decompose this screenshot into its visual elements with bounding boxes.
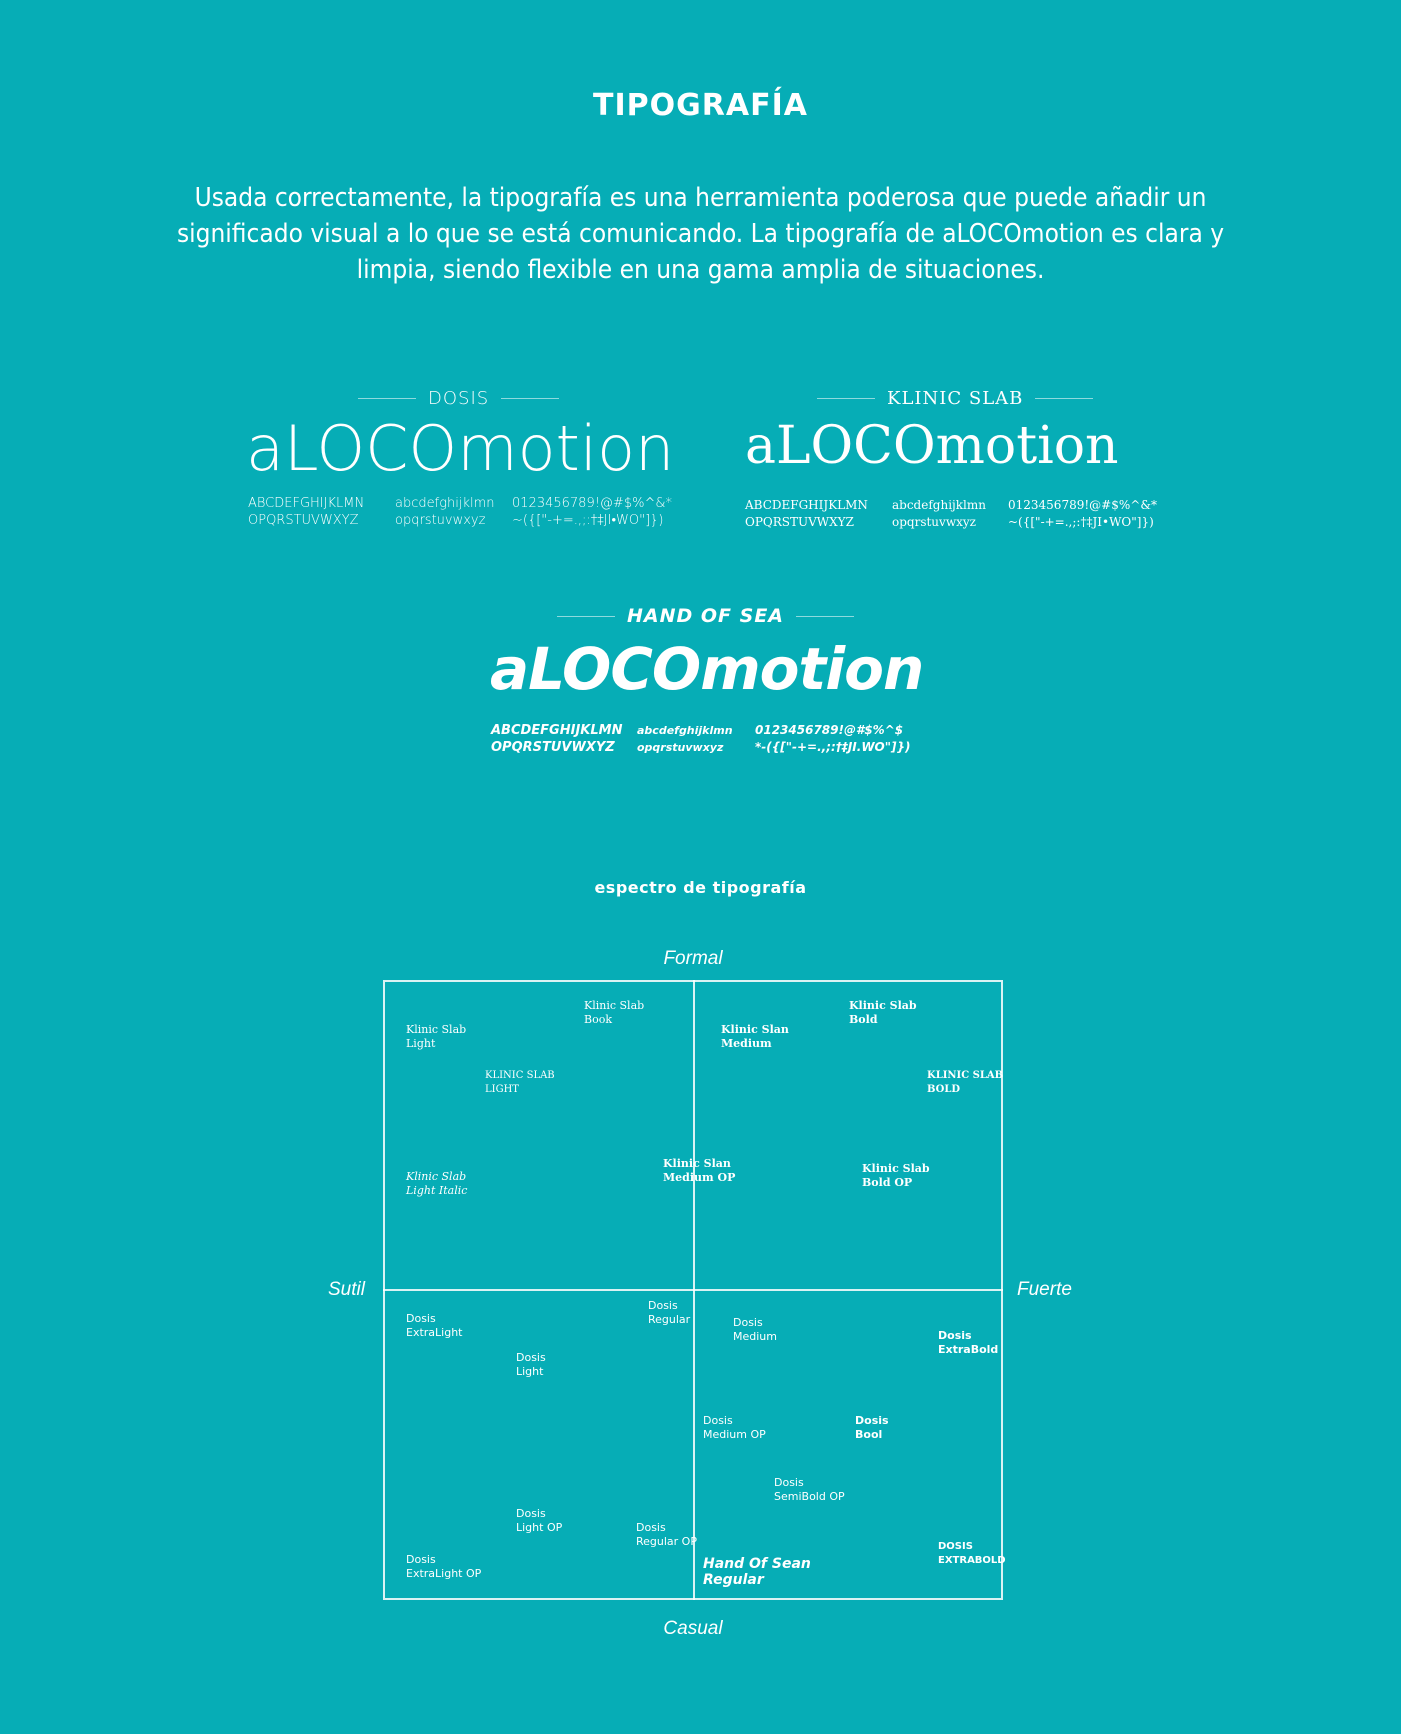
- spectrum-item: Dosis ExtraLight: [406, 1312, 463, 1339]
- spectrum-item: Klinic Slab Bold: [849, 999, 917, 1026]
- spectrum-item: Dosis Medium: [733, 1316, 777, 1343]
- font-name: DOSIS: [428, 388, 490, 409]
- font-sample-klinic: aLOCOmotion: [745, 416, 1119, 476]
- font-sample-dosis: aLOCOmotion: [246, 412, 675, 485]
- divider: [817, 398, 875, 399]
- axis-label-bottom: Casual: [663, 1618, 723, 1639]
- font-label-klinic: [817, 388, 1117, 409]
- spectrum-item: Dosis Light OP: [516, 1507, 563, 1534]
- charset-symbols-hand: 0123456789!@#$%^$ *-({["-+=.,;:†‡JI.WO"]}): [755, 723, 911, 754]
- intro-paragraph: Usada correctamente, la tipografía es una herramienta poderosa que puede añadir un significado visual a lo que se está comunicando. La tipografía de aLOCOmotion es clara y limpia, siendo flexible en una gama amplia de situaciones.: [176, 183, 1225, 285]
- charset-symbols-dosis: 0123456789!@#$%^&* ~({["-+=.,;:†‡JI•WO"]}): [512, 496, 672, 528]
- spectrum-horizontal-axis: [383, 1289, 1003, 1291]
- divider: [557, 616, 615, 617]
- axis-label-right: Fuerte: [1017, 1279, 1072, 1300]
- charset-lower-klinic: abcdefghijklmn opqrstuvwxyz: [892, 498, 986, 529]
- spectrum-item: Klinic Slab Bold OP: [862, 1162, 930, 1189]
- charset-symbols-klinic: 0123456789!@#$%^&* ~({["-+=.,;:†‡JI•WO"]}): [1008, 498, 1157, 529]
- axis-label-top: Formal: [663, 948, 723, 969]
- spectrum-title: espectro de tipografía: [594, 878, 807, 897]
- spectrum-item: KLINIC SLAB LIGHT: [485, 1070, 555, 1095]
- font-label-dosis: [248, 388, 648, 409]
- spectrum-item: Dosis Medium OP: [703, 1414, 766, 1441]
- spectrum-item: KLINIC SLAB BOLD: [927, 1070, 1004, 1095]
- spectrum-item: Dosis SemiBold OP: [774, 1476, 845, 1503]
- charset-lower-dosis: abcdefghijklmn opqrstuvwxyz: [395, 496, 495, 528]
- spectrum-item: Dosis Bool: [855, 1414, 889, 1441]
- charset-upper-klinic: ABCDEFGHIJKLMN OPQRSTUVWXYZ: [745, 498, 868, 529]
- spectrum-item: Klinic Slab Book: [584, 999, 645, 1026]
- font-block-hand: [557, 605, 857, 627]
- spectrum-item: Dosis Regular: [648, 1299, 691, 1326]
- spectrum-item: Klinic Slan Medium OP: [663, 1157, 736, 1184]
- spectrum-item: Klinic Slab Light Italic: [406, 1170, 468, 1197]
- divider: [501, 398, 559, 399]
- divider: [1035, 398, 1093, 399]
- font-block-klinic: [817, 388, 1117, 409]
- page-title: TIPOGRAFÍA: [593, 88, 808, 123]
- charset-lower-hand: abcdefghijklmn opqrstuvwxyz: [637, 724, 733, 754]
- charset-upper-dosis: ABCDEFGHIJKLMN OPQRSTUVWXYZ: [248, 496, 365, 528]
- font-name: HAND OF SEA: [627, 605, 785, 627]
- spectrum-item: Dosis Light: [516, 1351, 546, 1378]
- spectrum-item: Dosis ExtraBold: [938, 1329, 999, 1356]
- charset-upper-hand: ABCDEFGHIJKLMN OPQRSTUVWXYZ: [491, 723, 623, 755]
- divider: [796, 616, 854, 617]
- font-name: KLINIC SLAB: [887, 388, 1024, 409]
- spectrum-item: Dosis Regular OP: [636, 1521, 697, 1548]
- spectrum-item: Klinic Slan Medium: [721, 1023, 789, 1050]
- spectrum-item: Dosis ExtraLight OP: [406, 1553, 482, 1580]
- axis-label-left: Sutil: [328, 1279, 365, 1300]
- spectrum-item: Hand Of Sean Regular: [703, 1556, 811, 1588]
- spectrum-item: DOSIS EXTRABOLD: [938, 1541, 1006, 1566]
- font-block-dosis: [248, 388, 648, 409]
- spectrum-item: Klinic Slab Light: [406, 1023, 467, 1050]
- font-label-hand: [557, 605, 857, 627]
- font-sample-hand: aLOCOmotion: [490, 635, 924, 703]
- divider: [358, 398, 416, 399]
